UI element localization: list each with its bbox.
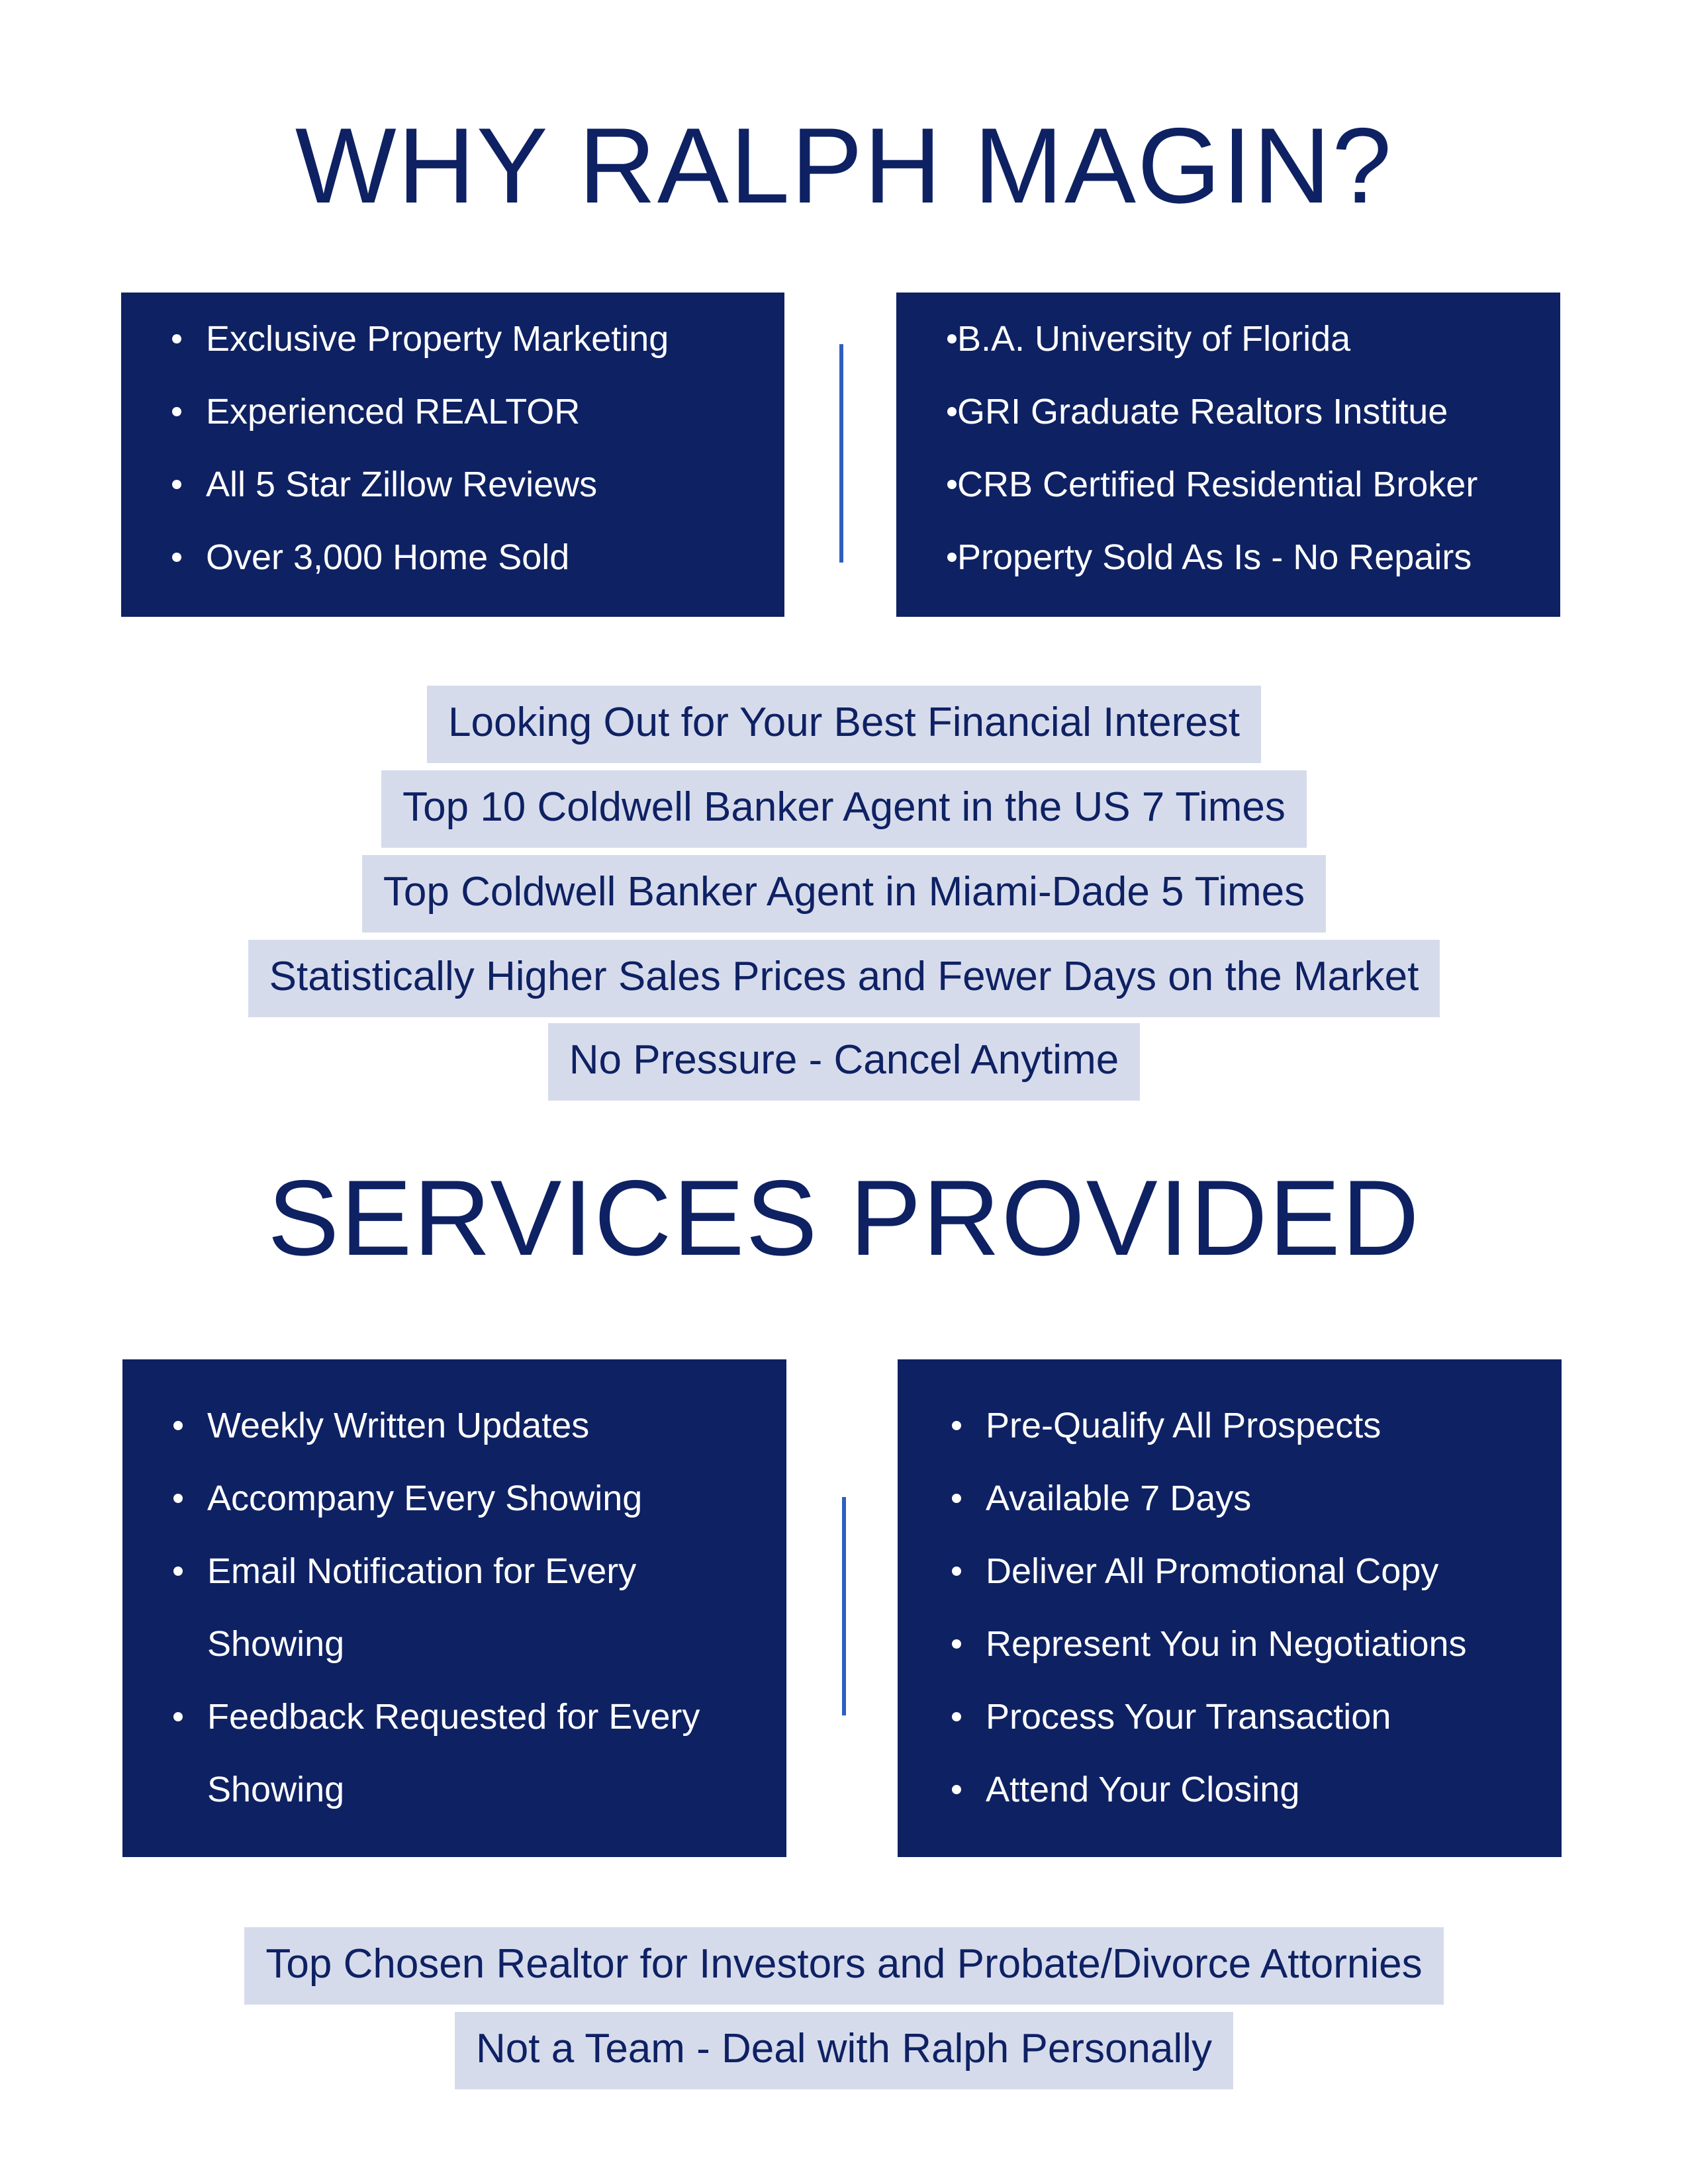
highlight-text: Looking Out for Your Best Financial Interest [427,686,1261,763]
list-item: CRB Certified Residential Broker [896,448,1560,521]
highlight-line [0,1023,1688,1101]
list-item: Experienced REALTOR [121,375,784,448]
services-right-box [898,1359,1562,1857]
services-left-list [122,1389,786,1826]
highlight-text: Top Coldwell Banker Agent in Miami-Dade 5 Times [362,855,1326,933]
list-item: Over 3,000 Home Sold [121,521,784,594]
list-item: B.A. University of Florida [896,302,1560,375]
services-divider [842,1497,846,1715]
services-left-box [122,1359,786,1857]
list-item: Weekly Written Updates [122,1389,786,1462]
list-item: GRI Graduate Realtors Institue [896,375,1560,448]
highlight-text: Statistically Higher Sales Prices and Fewer Days on the Market [248,940,1440,1017]
list-item: Feedback Requested for Every Showing [122,1680,724,1826]
why-left-list [121,302,784,594]
highlight-line [0,686,1688,763]
why-divider [839,344,843,563]
why-right-box [896,293,1560,617]
list-item: Property Sold As Is - No Repairs [896,521,1560,594]
services-title: SERVICES PROVIDED [267,1158,1421,1278]
list-item: Exclusive Property Marketing [121,302,784,375]
highlight-text: Not a Team - Deal with Ralph Personally [455,2012,1233,2089]
highlight-text: Top 10 Coldwell Banker Agent in the US 7 Times [381,770,1307,848]
highlight-line [0,770,1688,848]
highlight-line [0,940,1688,1017]
why-right-list [896,302,1560,594]
list-item: Accompany Every Showing [122,1462,786,1535]
highlight-text: No Pressure - Cancel Anytime [548,1023,1140,1101]
list-item: Email Notification for Every Showing [122,1535,657,1680]
list-item: Deliver All Promotional Copy [898,1535,1562,1608]
list-item: Represent You in Negotiations [898,1608,1562,1680]
why-title: WHY RALPH MAGIN? [295,106,1393,226]
highlight-line [0,1927,1688,2005]
highlight-line [0,855,1688,933]
highlight-text: Top Chosen Realtor for Investors and Probate/Divorce Attornies [244,1927,1443,2005]
why-left-box [121,293,784,617]
list-item: All 5 Star Zillow Reviews [121,448,784,521]
list-item: Process Your Transaction [898,1680,1562,1753]
list-item: Available 7 Days [898,1462,1562,1535]
list-item: Attend Your Closing [898,1753,1562,1826]
list-item: Pre-Qualify All Prospects [898,1389,1562,1462]
services-right-list [898,1389,1562,1826]
highlight-line [0,2012,1688,2089]
